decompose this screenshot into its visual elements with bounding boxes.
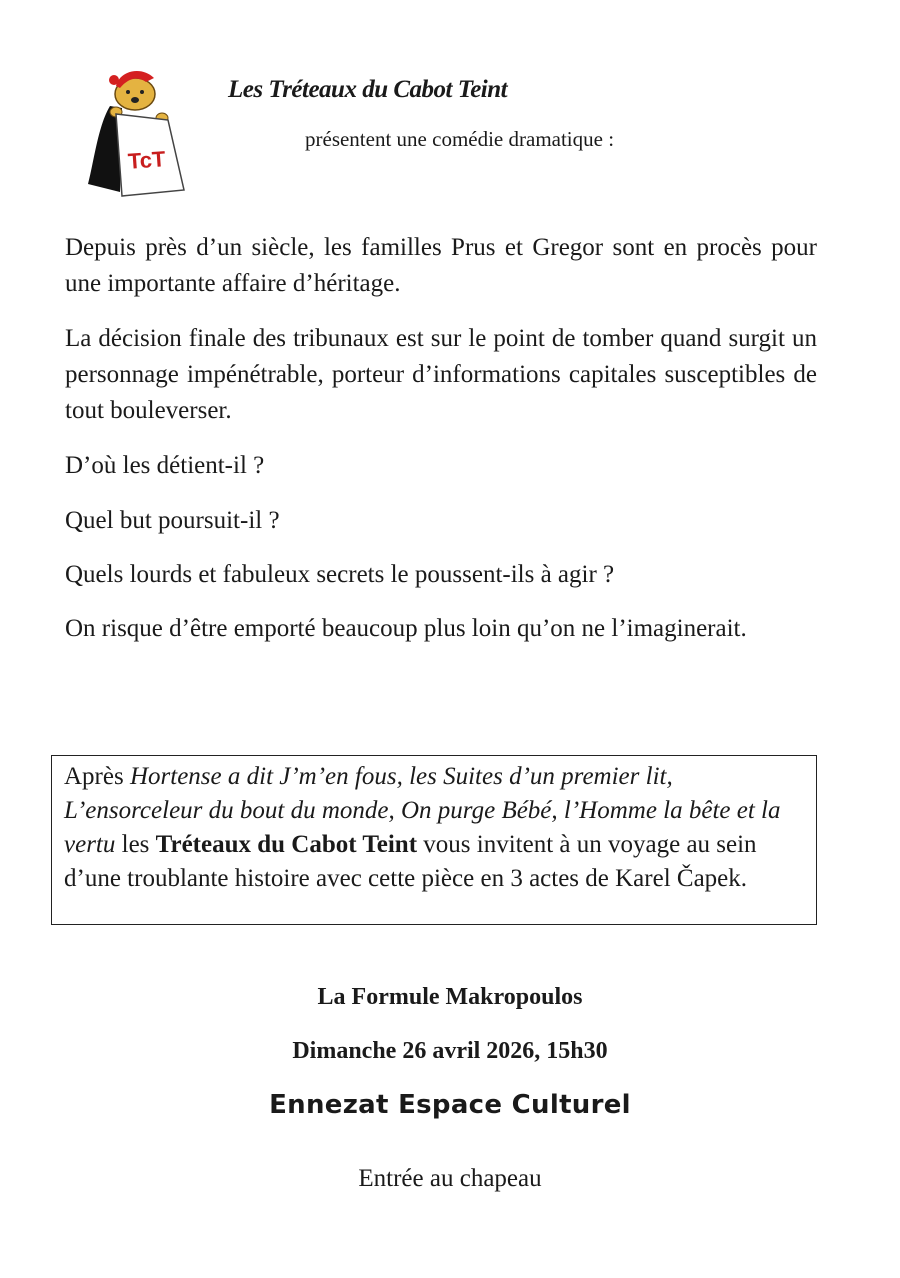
troupe-logo [80,66,190,200]
company-name: Les Tréteaux du Cabot Teint [228,76,508,103]
synopsis-paragraph-1: Depuis près d’un siècle, les familles Prus et Gregor sont en procès pour une importante affaire d’héritage. [65,234,817,297]
event-date: Dimanche 26 avril 2026, 15h30 [292,1038,608,1064]
play-title: La Formule Makropoulos [317,984,583,1010]
box-text-3: vous invitent à un voyage au sein d’une troublante histoire avec cette pièce en 3 actes de Karel Čapek. [64,831,757,892]
synopsis-question-2: Quel but poursuit-il ? [65,507,280,534]
entry-info: Entrée au chapeau [358,1165,542,1192]
synopsis-question-1: D’où les détient-il ? [65,452,265,479]
synopsis-question-3: Quels lourds et fabuleux secrets le poussent-ils à agir ? [65,561,615,588]
troupe-name: Tréteaux du Cabot Teint [155,831,418,858]
logo-text: TcT [127,146,167,174]
box-text-2: les [115,831,156,858]
presents-line: présentent une comédie dramatique : [305,127,615,151]
previous-plays-list: Hortense a dit J’m’en fous, les Suites d’un premier lit, L’ensorceleur du bout du monde, On purge Bébé, l’Homme la bête et la vertu [64,763,781,858]
box-text-1: Après [64,763,130,790]
synopsis-paragraph-2: La décision finale des tribunaux est sur le point de tomber quand surgit un personnage impénétrable, porteur d’informations capitales susceptibles de tout bouleverser. [65,325,817,424]
event-venue: Ennezat Espace Culturel [269,1090,631,1120]
previous-plays-box [51,755,817,925]
synopsis-paragraph-3: On risque d’être emporté beaucoup plus loin qu’on ne l’imaginerait. [65,615,747,642]
